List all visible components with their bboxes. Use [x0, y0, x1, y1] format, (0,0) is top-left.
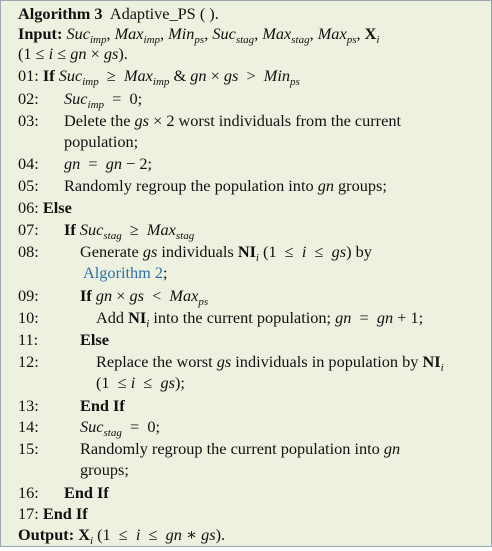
line-number: 06:	[18, 198, 39, 217]
line-12: 12: Replace the worst gs individuals in population by $NI_i$	[18, 352, 444, 374]
line-number: 05:	[18, 176, 39, 195]
line-number: 08:	[18, 242, 39, 261]
line-number: 03:	[18, 111, 39, 130]
input-label: Input	[18, 24, 57, 43]
line-16: 16: End If	[18, 483, 109, 502]
input-range: (1 ≤ i ≤ gn × gs).	[18, 44, 128, 63]
line-05: 05: Randomly regroup the population into gn groups;	[18, 176, 387, 195]
line-03: 03: Delete the gs × 2 worst individuals from the current	[18, 111, 401, 130]
line-15: 15: Randomly regroup the current population into gn	[18, 439, 401, 458]
line-number: 04:	[18, 154, 39, 173]
line-06: 06: Else	[18, 198, 72, 217]
line-11: 11: Else	[18, 330, 109, 349]
input-var: Max	[317, 24, 347, 43]
line-04: 04: gn = gn − 2;	[18, 154, 153, 173]
algorithm-2-link[interactable]: Algorithm 2	[83, 263, 164, 282]
line-03-cont: population;	[64, 132, 139, 151]
line-number: 16:	[18, 483, 39, 502]
line-number: 10:	[18, 308, 39, 327]
line-number: 11:	[18, 330, 39, 349]
algorithm-title	[18, 4, 219, 24]
line-08: 08: Generate gs individuals $NI_i$ (1 ≤ i ≤ gs) by	[18, 242, 372, 264]
input-var: Max	[114, 24, 144, 43]
line-02: 02: Suc$_{imp}$ = 0;	[18, 89, 143, 111]
line-number: 14:	[18, 417, 39, 436]
line-number: 01:	[18, 66, 39, 85]
line-number: 07:	[18, 220, 39, 239]
line-number: 13:	[18, 396, 39, 415]
line-07: 07: If Suc$_{stag}$ ≥ Max$_{stag}$	[18, 220, 195, 242]
line-12-cont: (1 ≤ i ≤ gs);	[96, 373, 185, 392]
algorithm-name: Adaptive_PS ( ).	[109, 4, 219, 23]
line-number: 17:	[18, 504, 39, 523]
input-var: Suc	[66, 24, 90, 43]
input-var: Suc	[212, 24, 236, 43]
line-09: 09: If gn × gs < Max$_{ps}$	[18, 286, 209, 308]
output-label: Output	[18, 525, 69, 544]
line-15-cont: groups;	[80, 460, 129, 479]
line-number: 12:	[18, 352, 39, 371]
line-17: 17: End If	[18, 504, 88, 523]
input-var: X	[364, 24, 377, 43]
line-number: 09:	[18, 286, 39, 305]
line-01: 01: If Suc$_{imp}$ ≥ Max$_{imp}$ & gn × gs > Min$_{ps}$	[18, 66, 300, 88]
input-var: Min	[168, 24, 195, 43]
line-08-cont: Algorithm 2;	[83, 263, 168, 282]
line-14: 14: Suc$_{stag}$ = 0;	[18, 417, 160, 439]
line-10: 10: Add $NI_i$ into the current population; gn = gn + 1;	[18, 308, 424, 330]
input-var: Max	[262, 24, 292, 43]
line-number: 15:	[18, 439, 39, 458]
line-number: 02:	[18, 89, 39, 108]
output-line: Output: $X_i$ (1 ≤ i ≤ gn ∗ gs).	[18, 525, 226, 547]
input-line: Input: Suc$_{imp}$, Max$_{imp}$, Min$_{ps}$, Suc$_{stag}$, Max$_{stag}$, Max$_{ps}$, $X_i$	[18, 24, 380, 46]
algorithm-number: Algorithm 3	[18, 4, 103, 23]
line-13: 13: End If	[18, 396, 125, 415]
